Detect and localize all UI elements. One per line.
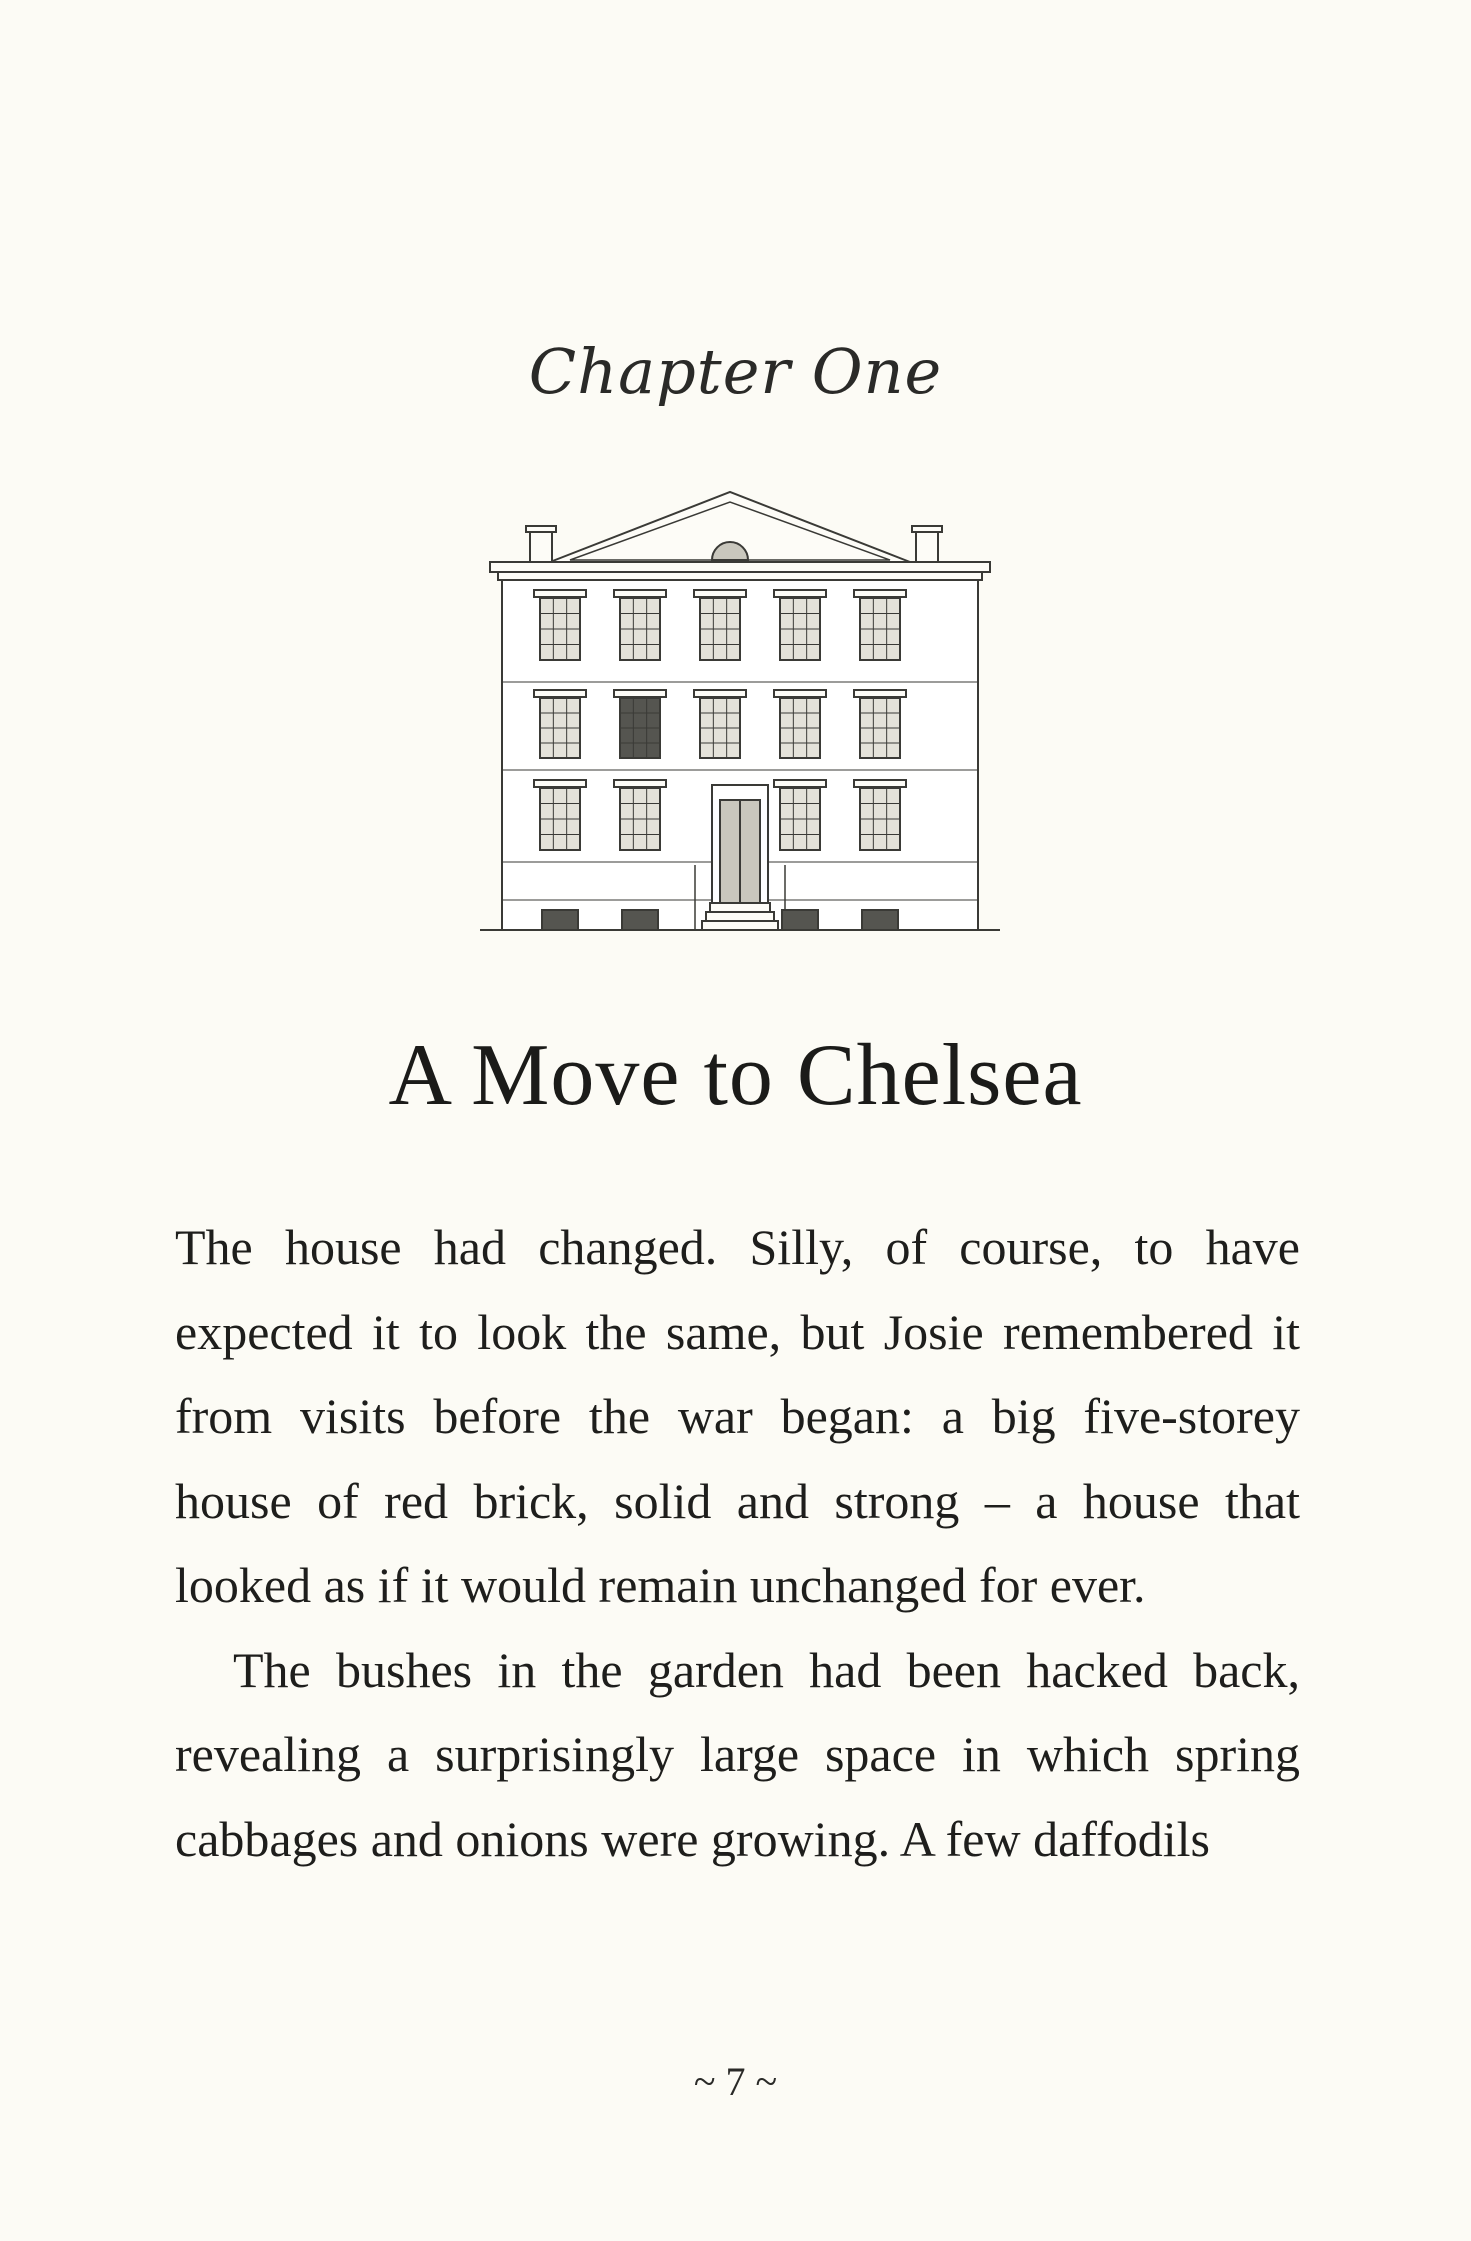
window-lintel (534, 690, 586, 697)
window-lintel (694, 690, 746, 697)
window-lintel (694, 590, 746, 597)
window-lintel (774, 690, 826, 697)
window-lintel (854, 590, 906, 597)
basement-window (622, 910, 658, 930)
window-lintel (534, 590, 586, 597)
window-lintel (614, 590, 666, 597)
page-number: ~ 7 ~ (693, 2059, 778, 2104)
basement-window (542, 910, 578, 930)
chapter-label: Chapter One (528, 335, 943, 408)
window-lintel (774, 590, 826, 597)
basement-window (782, 910, 818, 930)
window-lintel (614, 780, 666, 787)
paragraph-1: The house had changed. Silly, of course, to have expected it to look the same, but Josie remembered it from visits before the war began: a big five-storey house of red brick, solid and strong – a house that looked as if it would remain unchanged for ever. (175, 1219, 1300, 1613)
paragraph-2: The bushes in the garden had been hacked back, revealing a surprisingly large space in which spring cabbages and onions were growing. A few daffodils (175, 1641, 1300, 1867)
window-lintel (774, 780, 826, 787)
window-lintel (614, 690, 666, 697)
window-lintel (854, 780, 906, 787)
window-lintel (534, 780, 586, 787)
body-text (175, 1205, 1300, 1881)
georgian-house-illustration (480, 470, 1000, 940)
basement-window (862, 910, 898, 930)
chapter-title: A Move to Chelsea (388, 1027, 1083, 1124)
window-lintel (854, 690, 906, 697)
